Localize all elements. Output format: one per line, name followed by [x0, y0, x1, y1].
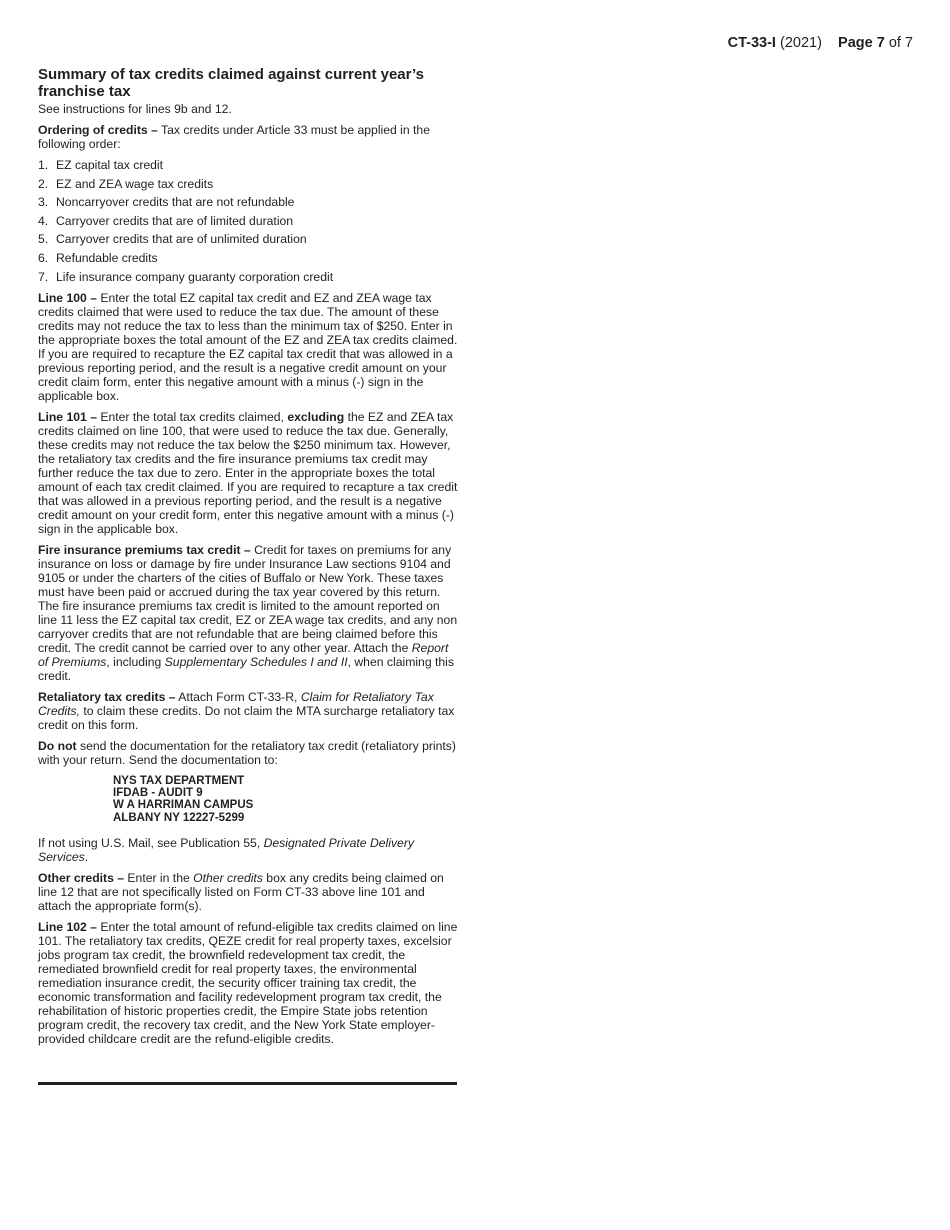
- list-item-number: 1.: [38, 158, 49, 172]
- list-item-label: EZ and ZEA wage tax credits: [56, 176, 214, 191]
- address-line: W A HARRIMAN CAMPUS: [113, 799, 254, 812]
- retaliatory-form-title: Claim for Retaliatory Tax Credits,: [38, 689, 434, 718]
- list-item-label: Refundable credits: [56, 250, 158, 265]
- other-credits-paragraph: [38, 871, 458, 913]
- retaliatory-text: Attach Form CT-33-R,: [175, 689, 301, 704]
- do-not-paragraph: [38, 739, 458, 767]
- address-line: ALBANY NY 12227-5299: [113, 811, 245, 824]
- delivery-paragraph: [38, 836, 458, 864]
- address-line: NYS TAX DEPARTMENT: [113, 774, 245, 787]
- page-label: Page 7: [838, 35, 885, 51]
- list-item: [38, 195, 458, 209]
- list-item-number: 2.: [38, 176, 49, 191]
- list-item-label: Life insurance company guaranty corporation credit: [56, 269, 334, 284]
- fire-credit-paragraph: [38, 543, 458, 683]
- line-100-lead: Line 100 –: [38, 290, 97, 305]
- line-102-lead: Line 102 –: [38, 920, 97, 935]
- retaliatory-paragraph: [38, 690, 458, 732]
- ordering-list: [38, 158, 458, 284]
- retaliatory-text-2: to claim these credits. Do not claim the MTA surcharge retaliatory tax credit on this form.: [38, 703, 455, 732]
- do-not-lead: Do not: [38, 738, 77, 753]
- list-item: [38, 214, 458, 228]
- line-100-paragraph: [38, 291, 458, 403]
- fire-credit-text-2: , including: [106, 654, 165, 669]
- delivery-text: If not using U.S. Mail, see Publication 55,: [38, 836, 264, 851]
- list-item-label: EZ capital tax credit: [56, 158, 164, 172]
- do-not-text: send the documentation for the retaliatory tax credit (retaliatory prints) with your return. Send the documentation to:: [38, 738, 456, 767]
- ordering-text: Tax credits under Article 33 must be applied in the following order:: [38, 123, 430, 151]
- list-item-number: 6.: [38, 250, 49, 265]
- list-item-number: 7.: [38, 269, 49, 284]
- ordering-lead: Ordering of credits –: [38, 123, 158, 137]
- other-credits-text: Enter in the: [124, 871, 194, 886]
- list-item: [38, 251, 458, 265]
- other-credits-box-name: Other credits: [193, 871, 263, 886]
- list-item-number: 3.: [38, 195, 49, 210]
- delivery-publication-title: Designated Private Delivery Services: [38, 836, 414, 865]
- fire-credit-report-title: Report of Premiums: [38, 640, 449, 669]
- other-credits-lead: Other credits –: [38, 871, 125, 886]
- section-end-rule: [38, 1082, 457, 1085]
- line-102-text: Enter the total amount of refund-eligible tax credits claimed on line 101. The retaliatory tax credits, QEZE credit for real property taxes, excelsior jobs program tax credit, the brownfield redevelopment tax credit, the remediated brownfield credit for real property taxes, the environmental remediation insurance credit, the security officer training tax credit, the economic transformation and facility redevelopment program tax credit, the rehabilitation of historic properties credit, the Empire State jobs retention program credit, the recovery tax credit, and the New York State employer-provided childcare credit are the refund-eligible credits.: [38, 920, 458, 1047]
- instructions-column: [38, 66, 458, 1053]
- section-intro: See instructions for lines 9b and 12.: [38, 102, 232, 116]
- page-of: of 7: [888, 35, 913, 51]
- mailing-address: [113, 775, 458, 825]
- list-item: [38, 158, 458, 172]
- line-101-lead: Line 101 –: [38, 409, 97, 424]
- list-item: [38, 177, 458, 191]
- line-100-text: Enter the total EZ capital tax credit and EZ and ZEA wage tax credits claimed that were used to reduce the tax due. The amount of these credits may not reduce the tax to less than the minimum tax of $250. Enter in the appropriate boxes the total amount of the EZ and ZEA tax credits claimed. If you are required to recapture the EZ capital tax credit that was allowed in a previous reporting period, and the result is a negative credit amount on your credit claim form, enter this negative amount with a minus (-) sign in the applicable box.: [38, 290, 458, 403]
- list-item-number: 5.: [38, 232, 49, 247]
- other-credits-text-2: box any credits being claimed on line 12 that are not specifically listed on Form CT-33 above line 101 and attach the appropriate form(s).: [38, 871, 444, 914]
- line-101-paragraph: [38, 410, 458, 536]
- list-item-label: Carryover credits that are of limited duration: [56, 213, 294, 228]
- fire-credit-schedules-title: Supplementary Schedules I and II: [164, 654, 348, 669]
- page-header: [728, 35, 913, 51]
- line-101-text: Enter the total tax credits claimed,: [96, 409, 288, 424]
- retaliatory-lead: Retaliatory tax credits –: [38, 689, 176, 704]
- fire-credit-lead: Fire insurance premiums tax credit –: [38, 542, 251, 557]
- ordering-paragraph: [38, 123, 458, 151]
- line-102-paragraph: [38, 920, 458, 1046]
- line-101-text-cont: the EZ and ZEA tax credits claimed on line 100, that were used to reduce the tax due. Generally, these credits may not reduce the tax below the $250 minimum tax. However, the retaliatory tax credits and the fire insurance premiums tax credit may further reduce the tax due to zero. Enter in the appropriate boxes the total amount of each tax credit claimed. If you are required to recapture a tax credit that was allowed in a previous reporting period, and the result is a negative credit amount on your credit form, enter this negative amount with a minus (-) sign in the applicable box.: [38, 409, 458, 536]
- fire-credit-text: Credit for taxes on premiums for any insurance on loss or damage by fire under Insurance Law sections 9104 and 9105 or under the charters of the cities of Buffalo or New York. These taxes must have been paid or accrued during the tax year covered by this return. The fire insurance premiums tax credit is limited to the amount reported on line 11 less the EZ capital tax credit, EZ or ZEA wage tax credits, and any non carryover credits that are not refundable that are being claimed before this credit. The credit cannot be carried over to any other year. Attach the: [38, 542, 458, 655]
- list-item: [38, 270, 458, 284]
- form-year: (2021): [779, 35, 822, 51]
- list-item-label: Carryover credits that are of unlimited duration: [56, 232, 307, 247]
- list-item: [38, 232, 458, 246]
- list-item-number: 4.: [38, 213, 49, 228]
- delivery-end: .: [84, 850, 89, 865]
- list-item-label: Noncarryover credits that are not refundable: [56, 195, 295, 210]
- address-line: IFDAB - AUDIT 9: [113, 786, 203, 799]
- line-101-emphasis: excluding: [287, 409, 345, 424]
- form-id: CT-33-I: [727, 35, 776, 51]
- fire-credit-text-3: , when claiming this credit.: [38, 654, 454, 683]
- section-title: Summary of tax credits claimed against current year’s franchise tax: [38, 66, 424, 100]
